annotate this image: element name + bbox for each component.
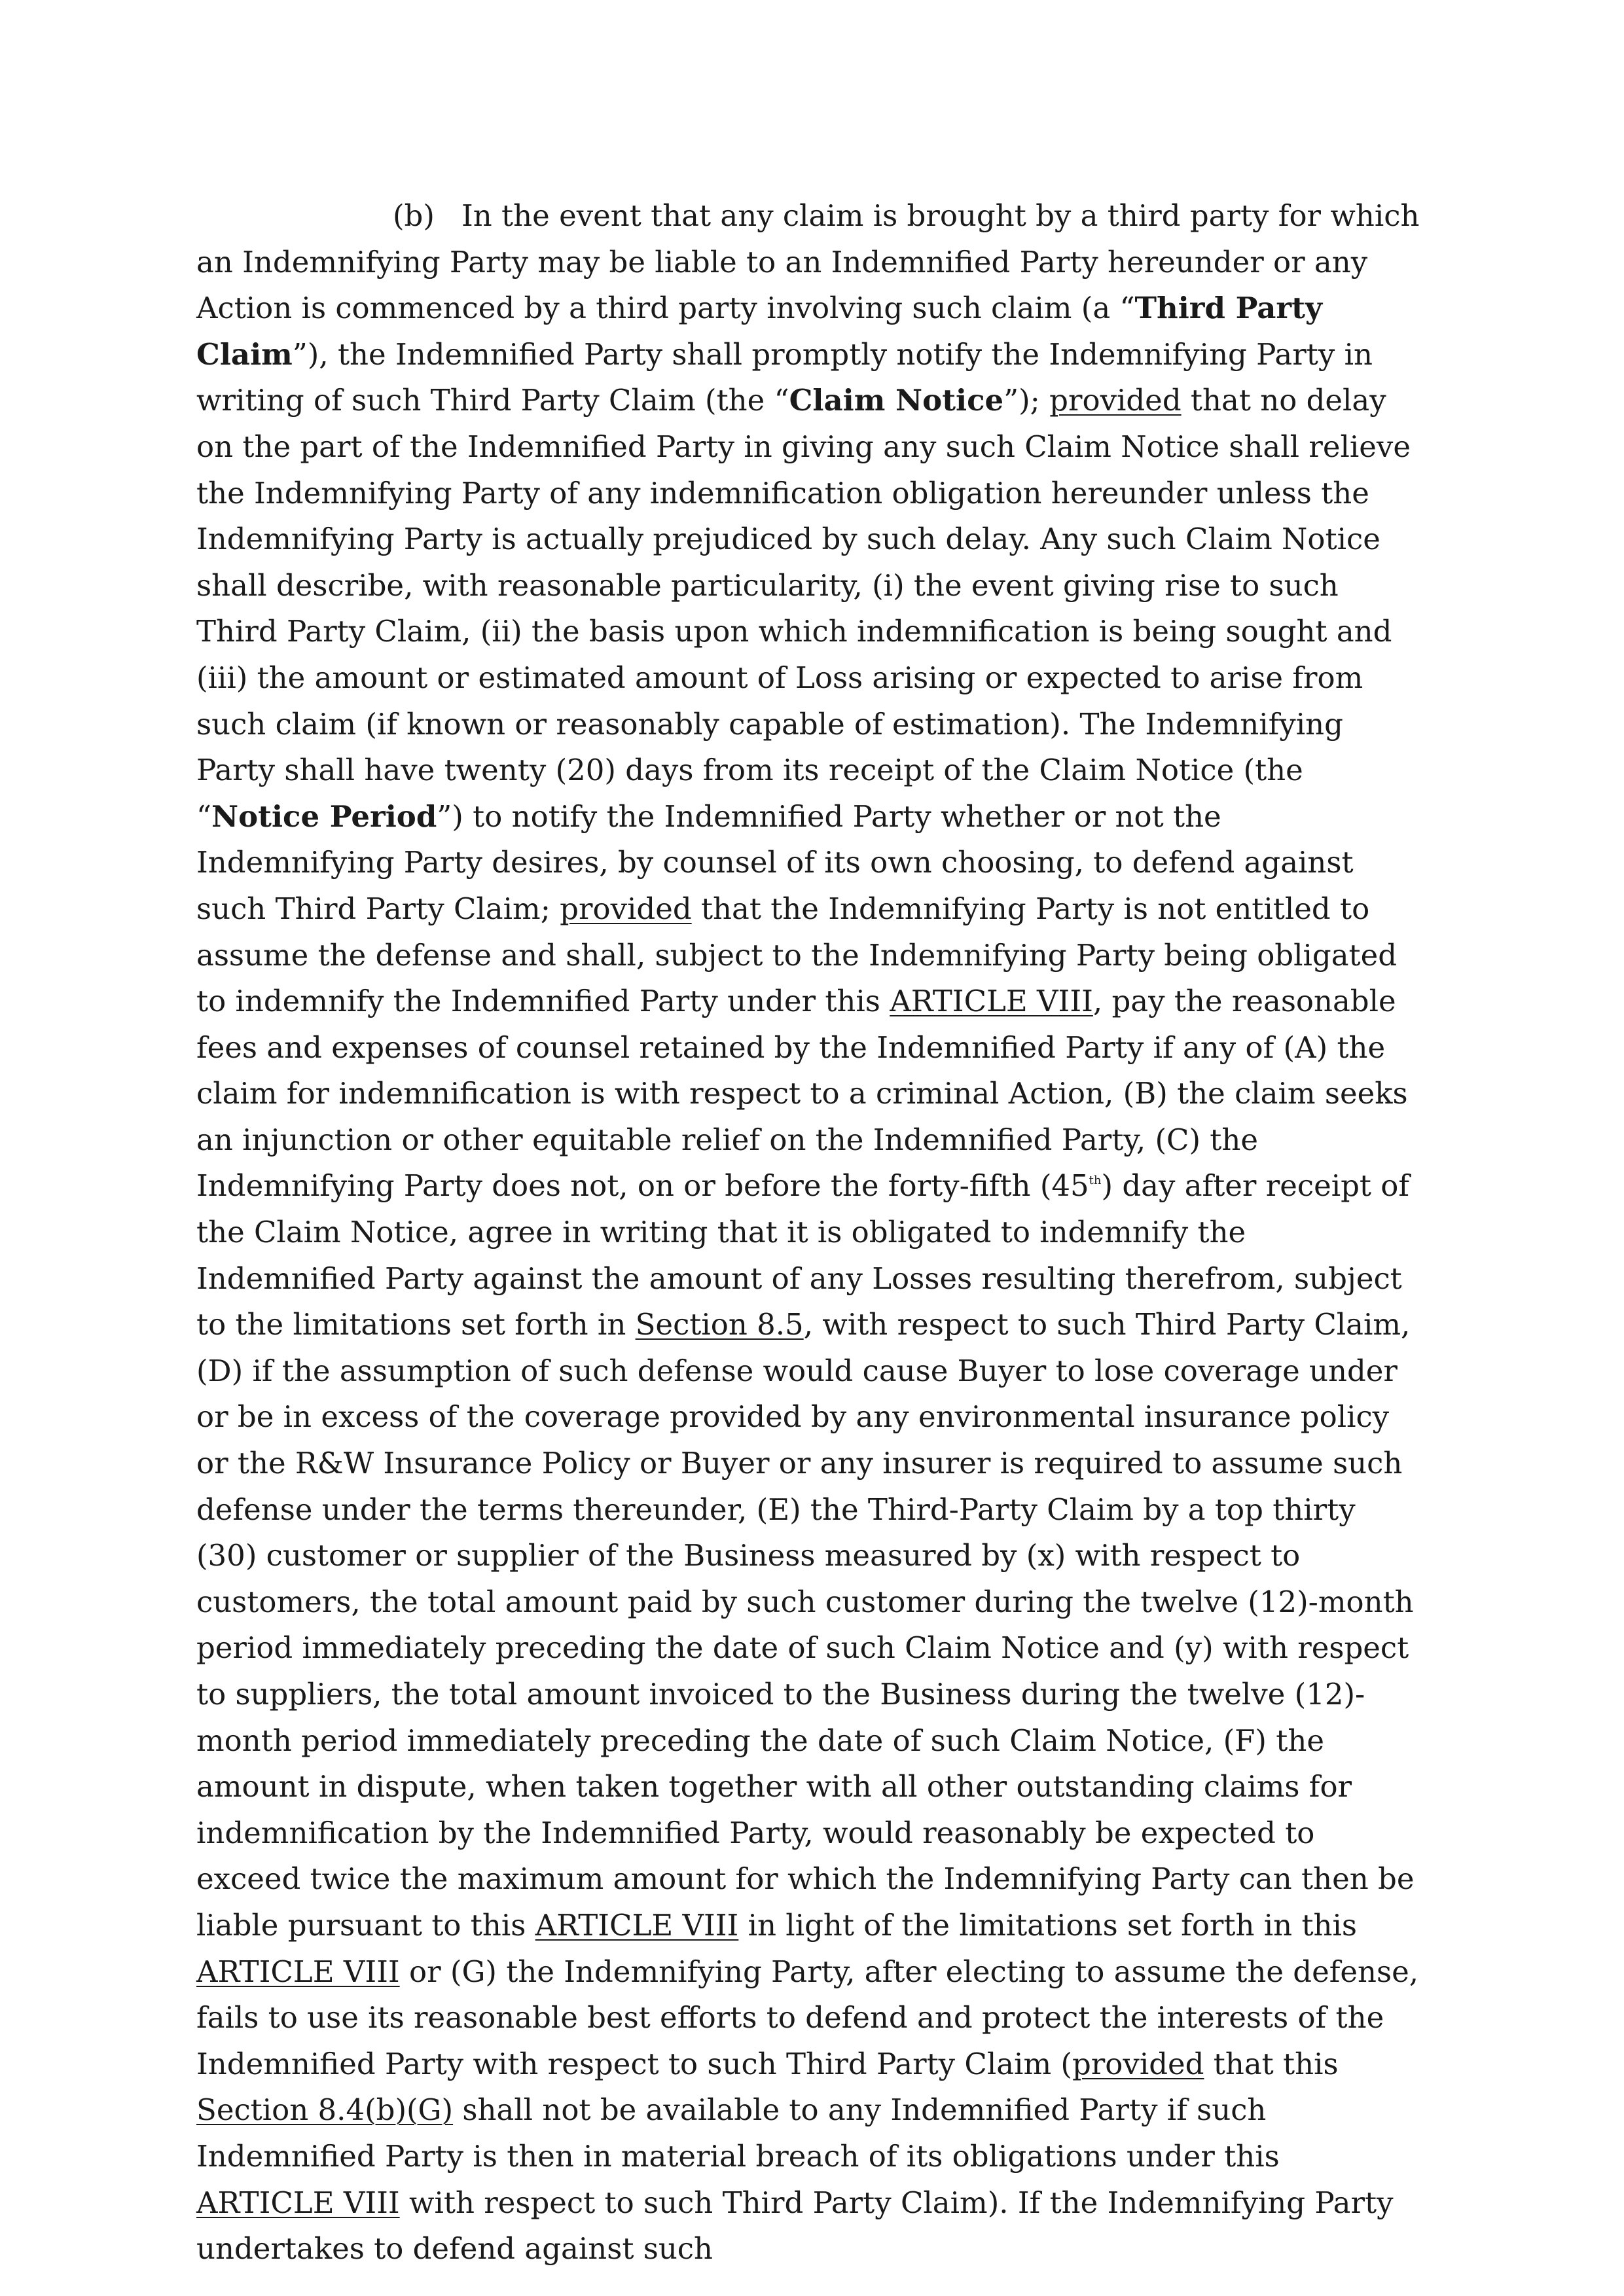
cross-reference: Section 8.5 xyxy=(635,1307,804,1342)
text-run: or (G) the Indemnifying Party, after electing to assume the defense, fails to use its reasonable best efforts to defend and protect the interests of the Indemnified Party with respect to such Third Party Claim ( xyxy=(196,1954,1419,2081)
cross-reference: provided xyxy=(1049,383,1182,418)
text-run: in light of the limitations set forth in this xyxy=(738,1907,1357,1943)
text-run: Indemnifying Party may be liable to an Indemnified Party hereunder or any Action is commenced by a third party involving such claim (a “ xyxy=(196,244,1368,326)
cross-reference: ARTICLE VIII xyxy=(535,1907,739,1943)
text-run: that this xyxy=(1204,2046,1339,2081)
cross-reference: ARTICLE VIII xyxy=(196,2185,400,2220)
defined-term: Notice Period xyxy=(211,798,437,834)
defined-term: Claim Notice xyxy=(789,383,1004,418)
section-8-4-b xyxy=(196,193,1424,2272)
ordinal-suffix: th xyxy=(1089,1174,1102,1188)
section-label: (b) xyxy=(393,198,435,233)
text-run: ”) to notify the Indemnified Party whether or not the Indemnifying Party desires, by counsel of its own choosing, to defend against such Third Party Claim; xyxy=(196,798,1354,926)
text-run: ”), the Indemnified Party shall promptly notify the Indemnifying Party in writing of such Third Party Claim (the “ xyxy=(196,336,1373,418)
cross-reference: provided xyxy=(1072,2046,1204,2081)
cross-reference: ARTICLE VIII xyxy=(196,1954,400,1989)
text-run: with respect to such Third Party Claim). If the Indemnifying Party undertakes to defend against such xyxy=(196,2185,1394,2267)
text-run: , with respect to such Third Party Claim, (D) if the assumption of such defense would cause Buyer to lose coverage under or be in excess of the coverage provided by any environmental insurance policy or the R&W Insurance Policy or Buyer or any insurer is required to assume such defense under the terms thereunder, (E) the Third-Party Claim by a top thirty (30) customer or supplier of the Business measured by (x) with respect to customers, the total amount paid by such customer during the twelve (12)-month period immediately preceding the date of such Claim Notice and (y) with respect to suppliers, the total amount invoiced to the Business during the twelve (12)-month period immediately preceding the date of such Claim Notice, (F) the amount in dispute, when taken together with all other outstanding claims for indemnification by the Indemnified Party, would reasonably be expected to exceed twice the maximum amount for which the Indemnifying Party can then be liable pursuant to this xyxy=(196,1307,1415,1943)
text-run: ) day after receipt of the Claim Notice, agree in writing that it is obligated to indemnify the Indemnified Party against the amount of any Losses resulting therefrom, subject to the limitations set forth in xyxy=(196,1168,1410,1342)
text-run: shall not be available to any Indemnified Party if such Indemnified Party is then in material breach of its obligations under this xyxy=(196,2092,1280,2174)
text-run: that the Indemnifying Party is not entitled to assume the defense and shall, subject to the Indemnifying Party being obligated to indemnify the Indemnified Party under this xyxy=(196,891,1398,1019)
text-run: that no delay on the part of the Indemnified Party in giving any such Claim Notice shall relieve the Indemnifying Party of any indemnification obligation hereunder unless the Indemnifying Party is actually prejudiced by such delay. Any such Claim Notice shall describe, with reasonable particularity, (i) the event giving rise to such Third Party Claim, (ii) the basis upon which indemnification is being sought and (iii) the amount or estimated amount of Loss arising or expected to arise from such claim (if known or reasonably capable of estimation). The Indemnifying Party shall have twenty (20) days from its receipt of the Claim Notice (the “ xyxy=(196,383,1411,834)
text-run: , pay the reasonable fees and expenses of counsel retained by the Indemnified Party if any of (A) the claim for indemnification is with respect to a criminal Action, (B) the claim seeks an injunction or other equitable relief on the Indemnified Party, (C) the Indemnifying Party does not, on or before the forty-fifth (45 xyxy=(196,984,1408,1204)
cross-reference: Section 8.4(b)(G) xyxy=(196,2092,454,2128)
text-run: ”); xyxy=(1003,383,1050,418)
cross-reference: ARTICLE VIII xyxy=(890,984,1093,1019)
defined-term: Third Party Claim xyxy=(196,291,1323,372)
paragraph xyxy=(196,193,1424,2272)
text-run: In the event that any claim is brought by a third party for which an xyxy=(196,198,1420,279)
cross-reference: provided xyxy=(560,891,692,926)
